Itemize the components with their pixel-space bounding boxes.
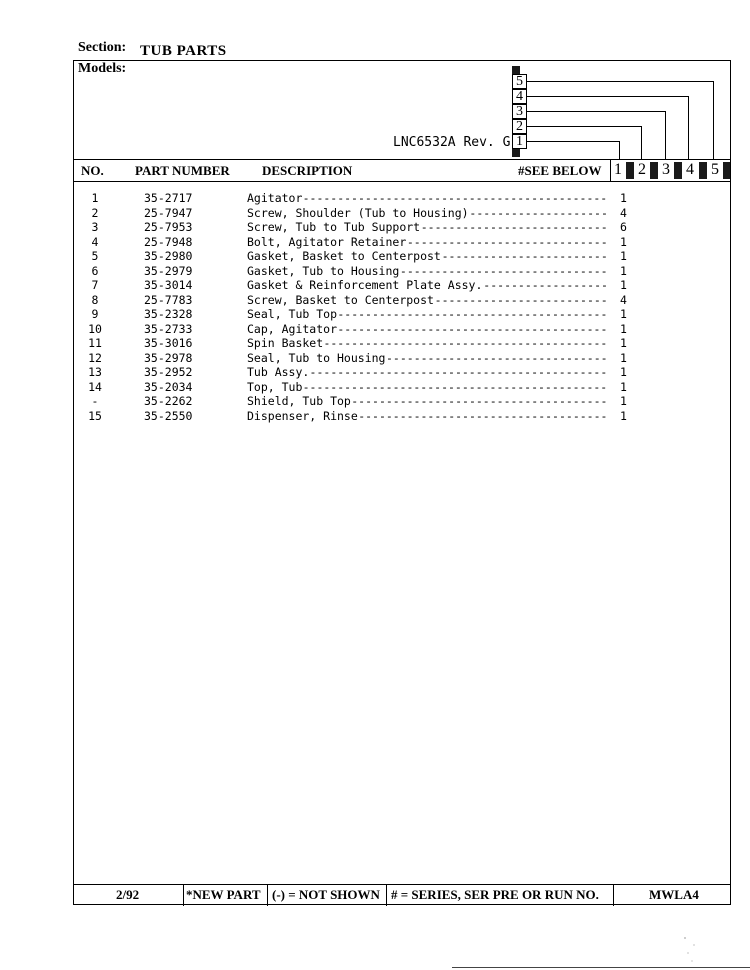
part-quantity: 1 bbox=[620, 249, 627, 263]
part-number: 35-2328 bbox=[144, 307, 193, 321]
series-box-2: 2 bbox=[512, 119, 527, 134]
table-row bbox=[75, 365, 675, 380]
table-row bbox=[75, 409, 675, 424]
parts-list-frame bbox=[73, 60, 731, 905]
part-quantity: 1 bbox=[620, 394, 627, 408]
item-number: 8 bbox=[91, 292, 99, 307]
series-column-1: 1 bbox=[614, 161, 622, 178]
dot-leader: ------------------------------------------- bbox=[309, 365, 608, 379]
column-divider bbox=[610, 159, 611, 181]
part-number: 35-2262 bbox=[144, 394, 193, 408]
part-description: Spin Basket bbox=[247, 336, 324, 350]
header-rule bbox=[73, 159, 731, 160]
part-quantity: 4 bbox=[620, 292, 627, 307]
column-header-see-below: #SEE BELOW bbox=[518, 163, 602, 178]
table-row bbox=[75, 264, 675, 279]
part-description: Dispenser, Rinse bbox=[247, 408, 358, 423]
item-number: 2 bbox=[91, 205, 99, 220]
part-number: 35-2980 bbox=[144, 249, 193, 263]
dot-leader: ------------------------------------ bbox=[358, 408, 608, 423]
section-label: Section: bbox=[78, 40, 127, 55]
part-quantity: 1 bbox=[620, 263, 627, 278]
part-quantity: 1 bbox=[620, 350, 627, 365]
item-number: 11 bbox=[88, 336, 102, 350]
dot-leader: ----------------------------- bbox=[406, 234, 608, 249]
header-rule bbox=[73, 181, 731, 182]
item-number: 3 bbox=[91, 220, 99, 234]
table-row bbox=[75, 220, 675, 235]
table-row bbox=[75, 307, 675, 322]
dot-leader: -------------------------------------------- bbox=[302, 379, 608, 394]
series-column-4: 4 bbox=[686, 161, 694, 178]
table-row bbox=[75, 191, 675, 206]
bracket-line bbox=[641, 126, 642, 159]
scan-edge bbox=[452, 967, 750, 968]
bracket-line bbox=[665, 111, 666, 159]
part-description: Screw, Tub to Tub Support bbox=[247, 220, 421, 234]
series-column-2: 2 bbox=[638, 161, 646, 178]
item-number: 4 bbox=[91, 234, 99, 249]
dot-leader: -------------------- bbox=[469, 205, 608, 220]
dot-leader: ------------------------------ bbox=[399, 263, 608, 278]
scan-noise bbox=[680, 935, 720, 970]
bracket-line bbox=[527, 111, 665, 112]
section-title: TUB PARTS bbox=[140, 43, 227, 59]
bracket-line bbox=[527, 126, 641, 127]
part-quantity: 1 bbox=[620, 336, 627, 350]
part-quantity: 1 bbox=[620, 307, 627, 321]
column-header-description: DESCRIPTION bbox=[262, 163, 353, 178]
column-marker bbox=[699, 162, 707, 179]
part-number: 35-3014 bbox=[144, 278, 193, 292]
part-quantity: 1 bbox=[620, 379, 627, 394]
item-number: 6 bbox=[91, 263, 99, 278]
footer-divider bbox=[267, 884, 268, 906]
part-quantity: 1 bbox=[620, 408, 627, 423]
models-label: Models: bbox=[78, 61, 127, 76]
part-description: Seal, Tub Top bbox=[247, 307, 338, 321]
item-number: 1 bbox=[91, 191, 99, 205]
column-marker bbox=[674, 162, 682, 179]
table-row bbox=[75, 278, 675, 293]
bracket-line bbox=[688, 96, 689, 159]
registration-mark bbox=[512, 66, 520, 74]
part-number: 35-2979 bbox=[144, 263, 193, 278]
part-description: Seal, Tub to Housing bbox=[247, 350, 386, 365]
part-number: 35-2952 bbox=[144, 365, 193, 379]
series-column-3: 3 bbox=[662, 161, 670, 178]
not-shown-legend: (-) = NOT SHOWN bbox=[272, 887, 380, 902]
part-description: Gasket & Reinforcement Plate Assy. bbox=[247, 278, 483, 292]
dot-leader: --------------------------------------- bbox=[337, 307, 608, 321]
table-row bbox=[75, 351, 675, 366]
table-row bbox=[75, 206, 675, 221]
table-row bbox=[75, 380, 675, 395]
page-code: MWLA4 bbox=[649, 887, 699, 902]
part-quantity: 1 bbox=[620, 321, 627, 336]
bracket-line bbox=[619, 141, 620, 159]
dot-leader: ------------------ bbox=[483, 278, 608, 292]
bracket-line bbox=[713, 81, 714, 159]
part-description: Gasket, Tub to Housing bbox=[247, 263, 400, 278]
part-description: Screw, Basket to Centerpost bbox=[247, 292, 434, 307]
column-marker bbox=[650, 162, 658, 179]
dot-leader: -------------------------------------------- bbox=[302, 191, 608, 205]
item-number: - bbox=[91, 394, 99, 408]
item-number: 15 bbox=[88, 408, 102, 423]
part-quantity: 4 bbox=[620, 205, 627, 220]
part-quantity: 1 bbox=[620, 191, 627, 205]
table-row bbox=[75, 293, 675, 308]
model-number: LNC6532A Rev. G bbox=[393, 135, 511, 150]
column-header-part-number: PART NUMBER bbox=[135, 163, 230, 178]
parts-table bbox=[75, 191, 675, 423]
series-box-5: 5 bbox=[512, 74, 527, 89]
part-description: Tub Assy. bbox=[247, 365, 310, 379]
dot-leader: ------------------------ bbox=[441, 249, 608, 263]
part-number: 25-7953 bbox=[144, 220, 193, 234]
dot-leader: ----------------------------------------- bbox=[323, 336, 608, 350]
part-number: 25-7947 bbox=[144, 205, 193, 220]
part-number: 35-2978 bbox=[144, 350, 193, 365]
series-box-3: 3 bbox=[512, 104, 527, 119]
part-quantity: 1 bbox=[620, 278, 627, 292]
table-row bbox=[75, 322, 675, 337]
part-quantity: 1 bbox=[620, 234, 627, 249]
series-box-1: 1 bbox=[512, 134, 527, 149]
dot-leader: ------------------------- bbox=[434, 292, 608, 307]
item-number: 13 bbox=[88, 365, 102, 379]
footer-divider bbox=[183, 884, 184, 906]
part-quantity: 6 bbox=[620, 220, 627, 234]
dot-leader: --------------------------------------- bbox=[337, 321, 608, 336]
bracket-line bbox=[527, 141, 619, 142]
part-description: Cap, Agitator bbox=[247, 321, 338, 336]
dot-leader: --------------------------- bbox=[420, 220, 608, 234]
revision-date: 2/92 bbox=[116, 887, 140, 902]
part-description: Shield, Tub Top bbox=[247, 394, 351, 408]
item-number: 7 bbox=[91, 278, 99, 292]
registration-mark bbox=[512, 149, 520, 157]
part-number: 35-3016 bbox=[144, 336, 193, 350]
part-quantity: 1 bbox=[620, 365, 627, 379]
table-row bbox=[75, 336, 675, 351]
part-number: 35-2733 bbox=[144, 321, 193, 336]
item-number: 14 bbox=[88, 379, 102, 394]
new-part-legend: *NEW PART bbox=[186, 887, 261, 902]
series-box-4: 4 bbox=[512, 89, 527, 104]
footer-rule bbox=[73, 884, 731, 885]
part-number: 35-2717 bbox=[144, 191, 193, 205]
column-marker bbox=[723, 162, 730, 179]
bracket-line bbox=[527, 96, 688, 97]
column-header-no: NO. bbox=[81, 163, 104, 178]
item-number: 12 bbox=[88, 350, 102, 365]
part-description: Agitator bbox=[247, 191, 303, 205]
item-number: 10 bbox=[88, 321, 102, 336]
part-description: Screw, Shoulder (Tub to Housing) bbox=[247, 205, 469, 220]
footer-divider bbox=[386, 884, 387, 906]
item-number: 9 bbox=[91, 307, 99, 321]
item-number: 5 bbox=[91, 249, 99, 263]
footer-divider bbox=[613, 884, 614, 906]
column-marker bbox=[626, 162, 634, 179]
table-row bbox=[75, 249, 675, 264]
series-legend: # = SERIES, SER PRE OR RUN NO. bbox=[391, 887, 599, 902]
dot-leader: -------------------------------- bbox=[386, 350, 608, 365]
part-description: Bolt, Agitator Retainer bbox=[247, 234, 407, 249]
part-description: Gasket, Basket to Centerpost bbox=[247, 249, 441, 263]
part-number: 35-2034 bbox=[144, 379, 193, 394]
part-number: 35-2550 bbox=[144, 408, 193, 423]
table-row bbox=[75, 394, 675, 409]
part-number: 25-7783 bbox=[144, 292, 193, 307]
table-row bbox=[75, 235, 675, 250]
part-number: 25-7948 bbox=[144, 234, 193, 249]
series-column-5: 5 bbox=[711, 161, 719, 178]
bracket-line bbox=[527, 81, 713, 82]
part-description: Top, Tub bbox=[247, 379, 303, 394]
dot-leader: ------------------------------------- bbox=[351, 394, 608, 408]
